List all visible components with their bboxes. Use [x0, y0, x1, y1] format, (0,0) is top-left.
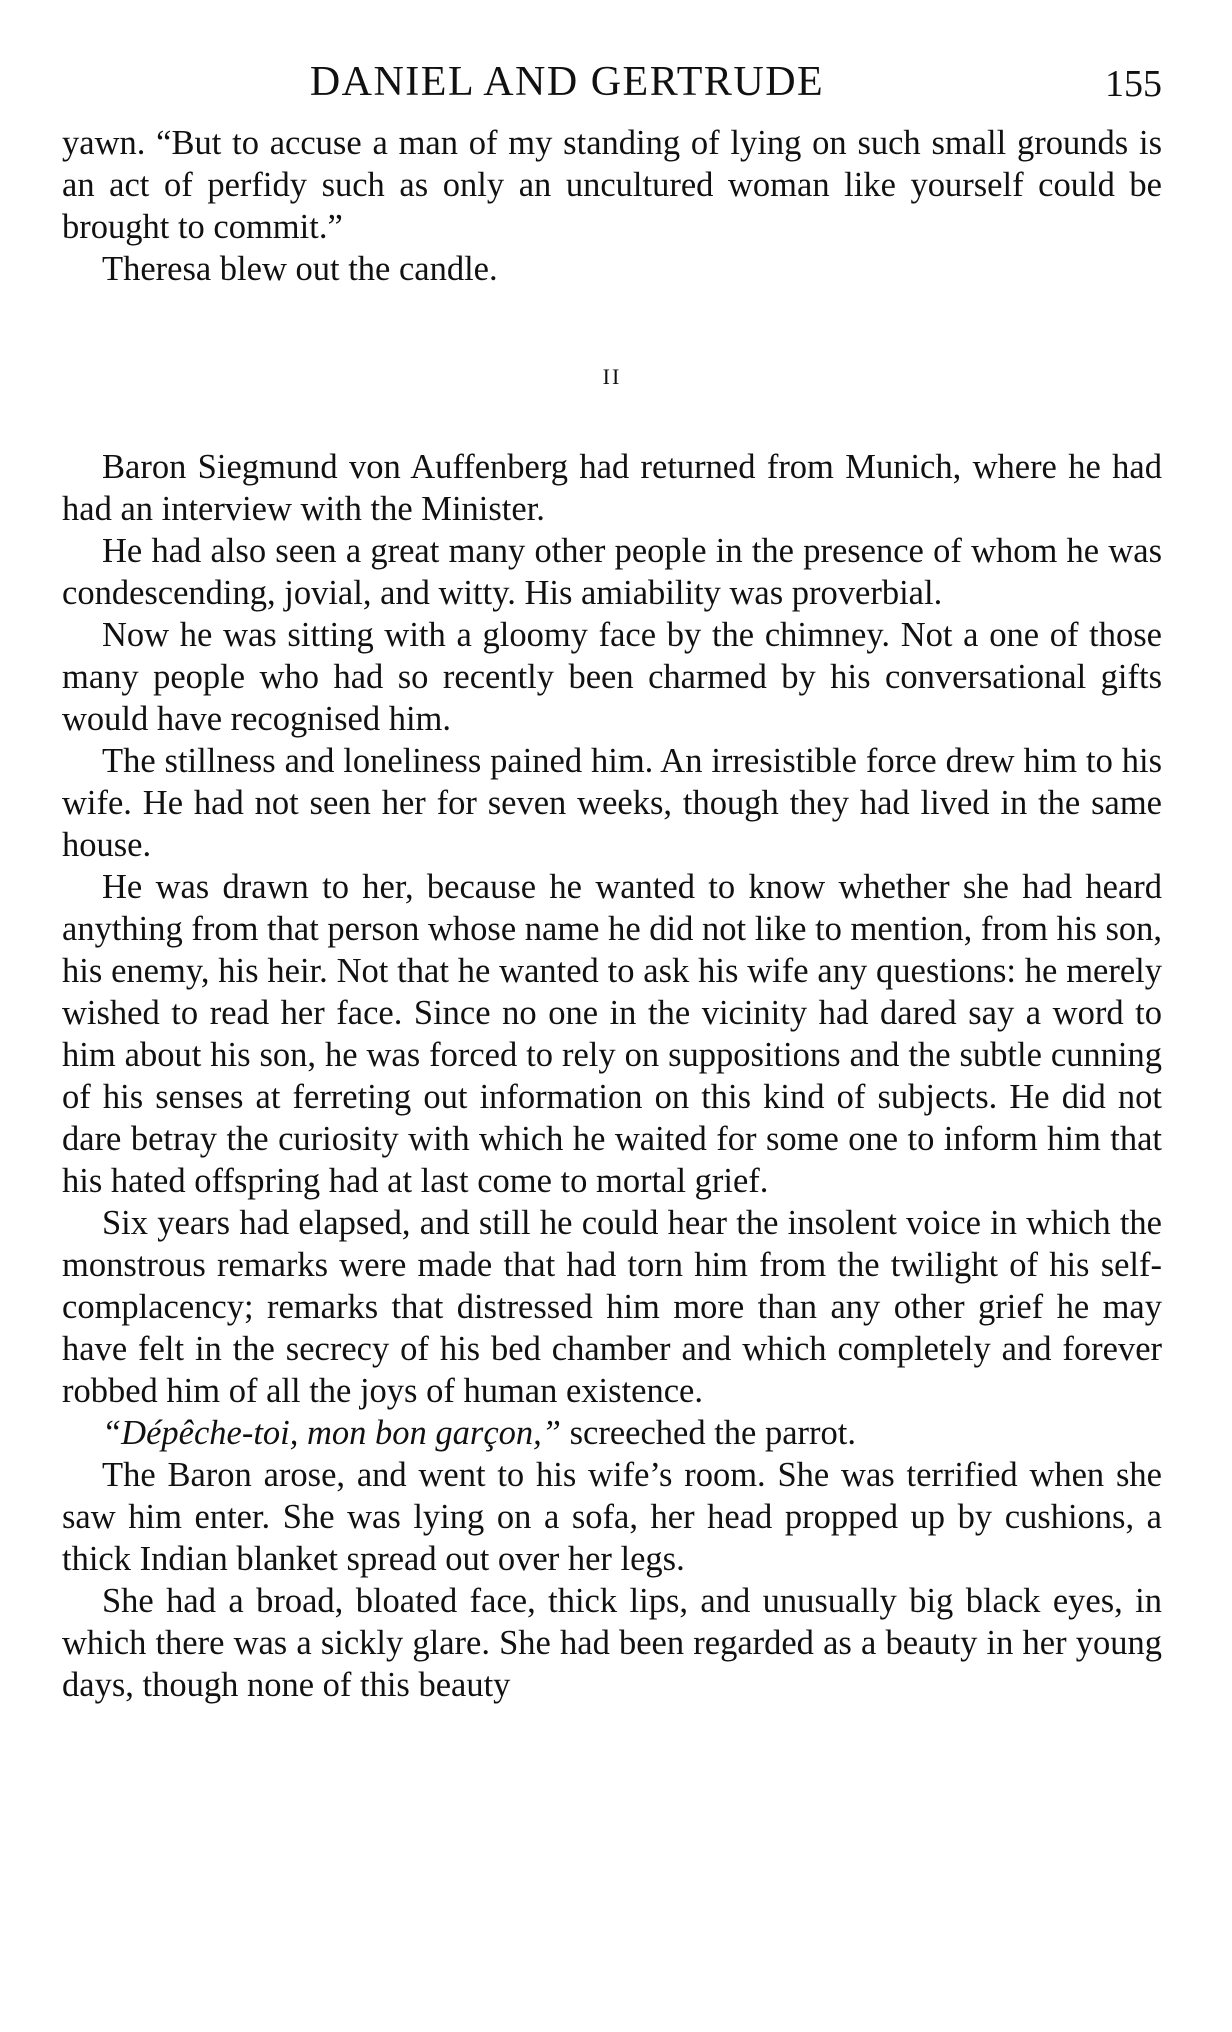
paragraph: He had also seen a great many other people in the presence of whom he was condescending, jovial, and witty. His amiability was proverbial.: [62, 532, 1162, 612]
paragraph: He was drawn to her, because he wanted to know whether she had heard anything from that person whose name he did not like to mention, from his son, his enemy, his heir. Not that he wanted to ask his wife any questions: he merely wished to read her face. Since no one in the vicinity had dared say a word to him about his son, he was forced to rely on suppositions and the subtle cunning of his senses at ferreting out information on this kind of subjects. He did not dare betray the curiosity with which he waited for some one to inform him that his hated offspring had at last come to mortal grief.: [62, 868, 1162, 1200]
paragraph-parrot: [62, 1412, 1162, 1454]
paragraph: Theresa blew out the candle.: [102, 250, 498, 288]
paragraph: Baron Siegmund von Auffenberg had returned from Munich, where he had had an interview with the Minister.: [62, 448, 1162, 528]
paragraph: She had a broad, bloated face, thick lips, and unusually big black eyes, in which there was a sickly glare. She had been regarded as a beauty in her young days, though none of this beauty: [62, 1582, 1162, 1704]
paragraph: The Baron arose, and went to his wife’s room. She was terrified when she saw him enter. She was lying on a sofa, her head propped up by cushions, a thick Indian blanket spread out over her legs.: [62, 1456, 1162, 1578]
page-title: DANIEL AND GERTRUDE: [309, 59, 825, 105]
paragraph: Six years had elapsed, and still he could hear the insolent voice in which the monstrous remarks were made that had torn him from the twilight of his self-complacency; remarks that distressed him more than any other grief he may have felt in the secrecy of his bed chamber and which completely and forever robbed him of all the joys of human existence.: [62, 1204, 1162, 1410]
french-quote: “Dépêche-toi, mon bon garçon,”: [102, 1414, 561, 1452]
paragraph: The stillness and loneliness pained him. An irresistible force drew him to his wife. He had not seen her for seven weeks, though they had lived in the same house.: [62, 742, 1162, 864]
running-head: [62, 50, 1162, 122]
book-page: [62, 50, 1162, 1706]
paragraph-continued: yawn. “But to accuse a man of my standing of lying on such small grounds is an act of perfidy such as only an uncultured woman like yourself could be brought to commit.”: [62, 124, 1162, 246]
quote-attribution: screeched the parrot.: [560, 1414, 856, 1452]
section-number: II: [602, 364, 622, 389]
page-number: 155: [1105, 63, 1162, 105]
paragraph: Now he was sitting with a gloomy face by the chimney. Not a one of those many people who had so recently been charmed by his conversational gifts would have recognised him.: [62, 616, 1162, 738]
